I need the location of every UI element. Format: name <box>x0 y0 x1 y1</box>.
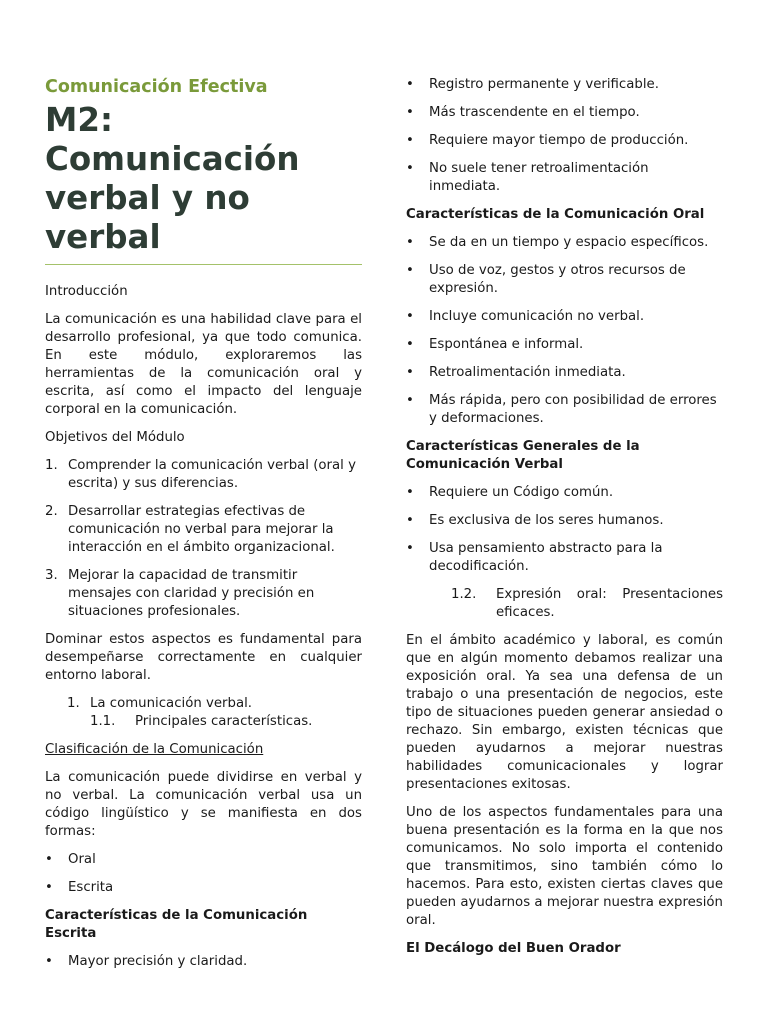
list-item <box>406 76 723 94</box>
written-item-text: Requiere mayor tiempo de producción. <box>429 133 689 148</box>
section-1-1-heading <box>45 713 362 731</box>
section-1-2-heading <box>406 586 723 622</box>
academic-paragraph: En el ámbito académico y laboral, es común que en algún momento debamos realizar una exposición oral. Ya sea una defensa de un trabajo o una presentación de negocios, este tipo de situaciones pueden generar ansiedad o rechazo. Sin embargo, existen técnicas que pueden ayudarnos a mejorar nuestras habilidades comunicacionales y lograr presentaciones exitosas. <box>406 633 723 792</box>
oral-item-text: Retroalimentación inmediata. <box>429 365 626 380</box>
intro-paragraph: La comunicación es una habilidad clave para el desarrollo profesional, ya que todo comunica. En este módulo, exploraremos las herramientas de la comunicación oral y escrita, así como el impacto del lenguaje corporal en la comunicación. <box>45 312 362 417</box>
bullet-icon: • <box>45 954 53 969</box>
objective-item <box>45 567 362 621</box>
bullet-icon: • <box>406 337 414 352</box>
objective-item <box>45 457 362 493</box>
list-item <box>406 336 723 354</box>
document-title: M2: Comunicación verbal y no verbal <box>45 101 300 256</box>
objectives-heading: Objetivos del Módulo <box>45 430 185 445</box>
oral-heading: Características de la Comunicación Oral <box>406 207 705 222</box>
list-item <box>406 234 723 252</box>
general-heading: Características Generales de la Comunicación Verbal <box>406 439 640 472</box>
bullet-icon: • <box>406 161 414 176</box>
bullet-icon: • <box>406 485 414 500</box>
list-item <box>406 540 723 576</box>
oral-item-text: Se da en un tiempo y espacio específicos. <box>429 235 709 250</box>
written-item-text: Registro permanente y verificable. <box>429 77 659 92</box>
bullet-icon: • <box>406 393 414 408</box>
written-list <box>45 953 362 971</box>
section-1-heading <box>45 695 362 713</box>
section-1-1-text: Principales características. <box>135 714 313 729</box>
written-heading: Características de la Comunicación Escrita <box>45 908 308 941</box>
section-1-2-number: 1.2. <box>451 587 477 602</box>
list-item <box>45 953 362 971</box>
general-item-text: Usa pensamiento abstracto para la decodificación. <box>429 541 663 574</box>
oral-item-text: Incluye comunicación no verbal. <box>429 309 645 324</box>
oral-item-text: Uso de voz, gestos y otros recursos de expresión. <box>429 263 686 296</box>
list-item <box>406 308 723 326</box>
list-item <box>406 132 723 150</box>
objective-text: Mejorar la capacidad de transmitir mensajes con claridad y precisión en situaciones profesionales. <box>68 568 315 619</box>
bullet-icon: • <box>406 365 414 380</box>
oral-item-text: Espontánea e informal. <box>429 337 584 352</box>
decalogue-heading: El Decálogo del Buen Orador <box>406 941 621 956</box>
bullet-icon: • <box>406 105 414 120</box>
general-list <box>406 484 723 576</box>
title-divider <box>45 264 362 265</box>
bullet-icon: • <box>406 133 414 148</box>
general-item-text: Es exclusiva de los seres humanos. <box>429 513 664 528</box>
section-1-2-text: Expresión oral: Presentaciones eficaces. <box>496 587 723 620</box>
oral-list <box>406 234 723 428</box>
bullet-icon: • <box>406 77 414 92</box>
classification-heading: Clasificación de la Comunicación <box>45 742 264 757</box>
section-1-number: 1. <box>67 696 80 711</box>
mastery-paragraph: Dominar estos aspectos es fundamental para desempeñarse correctamente en cualquier entorno laboral. <box>45 632 362 683</box>
list-item <box>406 364 723 382</box>
written-list-continued <box>406 76 723 196</box>
written-item-text: Mayor precisión y claridad. <box>68 954 248 969</box>
list-item <box>45 851 362 869</box>
document-subtitle: Comunicación Efectiva <box>45 77 268 97</box>
bullet-icon: • <box>406 541 414 556</box>
bullet-icon: • <box>45 852 53 867</box>
list-item <box>45 879 362 897</box>
form-text: Oral <box>68 852 96 867</box>
intro-heading: Introducción <box>45 284 128 299</box>
general-item-text: Requiere un Código común. <box>429 485 614 500</box>
bullet-icon: • <box>406 513 414 528</box>
list-item <box>406 160 723 196</box>
left-flow <box>45 283 362 981</box>
oral-item-text: Más rápida, pero con posibilidad de errores y deformaciones. <box>429 393 717 426</box>
objective-number: 1. <box>45 458 58 473</box>
list-item <box>406 484 723 502</box>
section-1-text: La comunicación verbal. <box>90 696 253 711</box>
objectives-list <box>45 457 362 621</box>
objective-text: Desarrollar estrategias efectivas de comunicación no verbal para mejorar la interacción en el ámbito organizacional. <box>68 504 335 555</box>
bullet-icon: • <box>45 880 53 895</box>
forms-list <box>45 851 362 897</box>
right-flow <box>406 76 723 968</box>
list-item <box>406 392 723 428</box>
aspects-paragraph: Uno de los aspectos fundamentales para una buena presentación es la forma en la que nos comunicamos. No solo importa el contenido que transmitimos, sino también cómo lo hacemos. Para esto, existen ciertas claves que pueden ayudarnos a mejorar nuestra expresión oral. <box>406 805 723 928</box>
objective-text: Comprender la comunicación verbal (oral y escrita) y sus diferencias. <box>68 458 356 491</box>
bullet-icon: • <box>406 235 414 250</box>
objective-item <box>45 503 362 557</box>
written-item-text: Más trascendente en el tiempo. <box>429 105 640 120</box>
list-item <box>406 104 723 122</box>
form-text: Escrita <box>68 880 114 895</box>
list-item <box>406 262 723 298</box>
list-item <box>406 512 723 530</box>
bullet-icon: • <box>406 263 414 278</box>
written-item-text: No suele tener retroalimentación inmediata. <box>429 161 649 194</box>
objective-number: 3. <box>45 568 58 583</box>
classification-paragraph: La comunicación puede dividirse en verbal y no verbal. La comunicación verbal usa un código lingüístico y se manifiesta en dos formas: <box>45 770 362 839</box>
objective-number: 2. <box>45 504 58 519</box>
section-1-1-number: 1.1. <box>90 714 116 729</box>
bullet-icon: • <box>406 309 414 324</box>
